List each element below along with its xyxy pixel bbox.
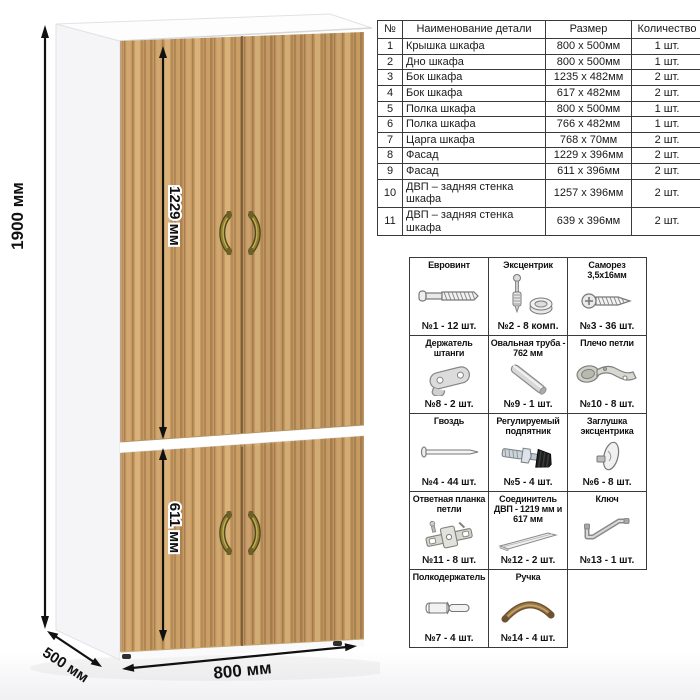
hardware-name: Плечо петли (580, 338, 634, 348)
hardware-item-eurovint (409, 257, 489, 336)
connector-strip-icon (496, 524, 560, 555)
header-qty: Количество (632, 21, 700, 39)
part-name: Бок шкафа (403, 70, 546, 86)
hardware-item-hinge-arm (567, 335, 647, 414)
part-num: 10 (378, 179, 403, 207)
hardware-count: №2 - 8 комп. (497, 321, 559, 332)
hardware-row (410, 414, 648, 492)
part-num: 3 (378, 70, 403, 86)
oval-tube-icon (503, 358, 553, 399)
dim-depth-label: 500 мм (39, 644, 92, 687)
parts-table-header-row (378, 21, 700, 39)
hardware-count: №8 - 2 шт. (424, 399, 474, 410)
part-qty: 1 шт. (632, 39, 700, 55)
part-qty: 1 шт. (632, 101, 700, 117)
hardware-item-adjustable-foot (488, 413, 568, 492)
dim-height-label: 1900 мм (8, 182, 27, 250)
part-num: 9 (378, 164, 403, 180)
self-tapping-screw-icon (577, 280, 637, 321)
hardware-item-hinge-plate (409, 491, 489, 570)
nail-icon (417, 426, 481, 477)
wardrobe-foot (122, 654, 131, 659)
part-qty: 2 шт. (632, 85, 700, 101)
hardware-count: №12 - 2 шт. (500, 555, 556, 566)
part-qty: 1 шт. (632, 54, 700, 70)
hardware-item-nail (409, 413, 489, 492)
hardware-name: Ответная планка петли (412, 494, 486, 515)
part-name: Полка шкафа (403, 101, 546, 117)
part-row (378, 101, 700, 117)
hardware-name: Держатель штанги (425, 338, 473, 359)
hardware-row (410, 336, 648, 414)
hinge-mounting-plate-icon (418, 514, 480, 555)
part-row (378, 54, 700, 70)
part-size: 800 x 500мм (546, 101, 632, 117)
handle-icon (496, 582, 560, 633)
part-row (378, 117, 700, 133)
part-num: 6 (378, 117, 403, 133)
hardware-name: Гвоздь (433, 416, 465, 426)
part-size: 617 x 482мм (546, 85, 632, 101)
door-shading (242, 436, 364, 646)
shelf-support-icon (421, 582, 477, 633)
part-row (378, 85, 700, 101)
part-size: 766 x 482мм (546, 117, 632, 133)
part-qty: 2 шт. (632, 148, 700, 164)
part-size: 800 x 500мм (546, 39, 632, 55)
hardware-row (410, 570, 648, 648)
hardware-count: №7 - 4 шт. (424, 633, 474, 644)
eccentric-cam-icon (497, 270, 559, 321)
part-size: 639 x 396мм (546, 208, 632, 236)
part-num: 5 (378, 101, 403, 117)
hardware-row (410, 492, 648, 570)
part-qty: 2 шт. (632, 179, 700, 207)
euro-screw-icon (416, 270, 482, 321)
wardrobe-foot (333, 641, 342, 646)
part-row (378, 164, 700, 180)
part-row (378, 179, 700, 207)
hardware-count: №11 - 8 шт. (421, 555, 477, 566)
part-size: 800 x 500мм (546, 54, 632, 70)
part-name: Фасад (403, 164, 546, 180)
part-row (378, 70, 700, 86)
hardware-count: №6 - 8 шт. (582, 477, 632, 488)
part-num: 11 (378, 208, 403, 236)
hardware-item-handle (488, 569, 568, 648)
part-num: 1 (378, 39, 403, 55)
part-name: ДВП – задняя стенка шкафа (403, 208, 546, 236)
hardware-item-rod-holder (409, 335, 489, 414)
hardware-name: Соединитель ДВП - 1219 мм и 617 мм (493, 494, 563, 525)
part-num: 8 (378, 148, 403, 164)
part-size: 768 x 70мм (546, 132, 632, 148)
part-num: 7 (378, 132, 403, 148)
part-size: 611 x 396мм (546, 164, 632, 180)
hardware-item-hdf-connector (488, 491, 568, 570)
hardware-count: №3 - 36 шт. (579, 321, 635, 332)
part-name: Фасад (403, 148, 546, 164)
hardware-name: Заглушка эксцентрика (580, 416, 634, 437)
hardware-count: №14 - 4 шт. (500, 633, 556, 644)
hardware-row (410, 258, 648, 336)
hardware-name: Евровинт (428, 260, 470, 270)
hardware-item-eccentric (488, 257, 568, 336)
part-name: Царга шкафа (403, 132, 546, 148)
part-num: 2 (378, 54, 403, 70)
part-row (378, 39, 700, 55)
hardware-count: №5 - 4 шт. (503, 477, 553, 488)
hardware-item-screw (567, 257, 647, 336)
hardware-count: №9 - 1 шт. (503, 399, 553, 410)
hardware-count: №1 - 12 шт. (421, 321, 477, 332)
hardware-name: Овальная труба - 762 мм (490, 338, 566, 359)
part-qty: 1 шт. (632, 117, 700, 133)
hex-key-icon (579, 504, 635, 555)
hardware-count: №10 - 8 шт. (579, 399, 635, 410)
hardware-item-key (567, 491, 647, 570)
rod-holder-icon (420, 358, 478, 399)
part-name: Полка шкафа (403, 117, 546, 133)
part-qty: 2 шт. (632, 164, 700, 180)
hardware-name: Полкодержатель (412, 572, 486, 582)
dim-lower-door-label: 611 мм (166, 502, 183, 554)
hinge-arm-icon (575, 348, 639, 399)
part-row (378, 132, 700, 148)
part-num: 4 (378, 85, 403, 101)
hardware-grid (410, 258, 648, 648)
hardware-count: №13 - 1 шт. (579, 555, 635, 566)
dim-upper-door-label: 1229 мм (166, 186, 183, 246)
dim-height (41, 25, 49, 629)
part-name: ДВП – задняя стенка шкафа (403, 179, 546, 207)
part-qty: 2 шт. (632, 208, 700, 236)
hardware-item-shelf-support (409, 569, 489, 648)
parts-table (377, 20, 700, 236)
hardware-count: №4 - 44 шт. (421, 477, 477, 488)
dim-width-label: 800 мм (212, 658, 273, 683)
part-size: 1235 x 482мм (546, 70, 632, 86)
part-name: Крышка шкафа (403, 39, 546, 55)
hardware-name: Ключ (595, 494, 619, 504)
part-size: 1257 x 396мм (546, 179, 632, 207)
part-row (378, 148, 700, 164)
part-qty: 2 шт. (632, 132, 700, 148)
part-name: Дно шкафа (403, 54, 546, 70)
wardrobe-side-panel (56, 24, 120, 660)
hardware-name: Эксцентрик (503, 260, 553, 270)
hardware-name: Ручка (515, 572, 541, 582)
header-size: Размер (546, 21, 632, 39)
part-qty: 2 шт. (632, 70, 700, 86)
header-num: № (378, 21, 403, 39)
header-name: Наименование детали (403, 21, 546, 39)
hardware-name: Регулируемый подпятник (496, 416, 560, 437)
hardware-item-oval-tube (488, 335, 568, 414)
adjustable-foot-icon (498, 436, 558, 477)
hardware-name: Саморез 3,5х16мм (587, 260, 627, 281)
hardware-item-cam-cover (567, 413, 647, 492)
part-name: Бок шкафа (403, 85, 546, 101)
part-size: 1229 x 396мм (546, 148, 632, 164)
part-row (378, 208, 700, 236)
cam-cover-icon (587, 436, 627, 477)
